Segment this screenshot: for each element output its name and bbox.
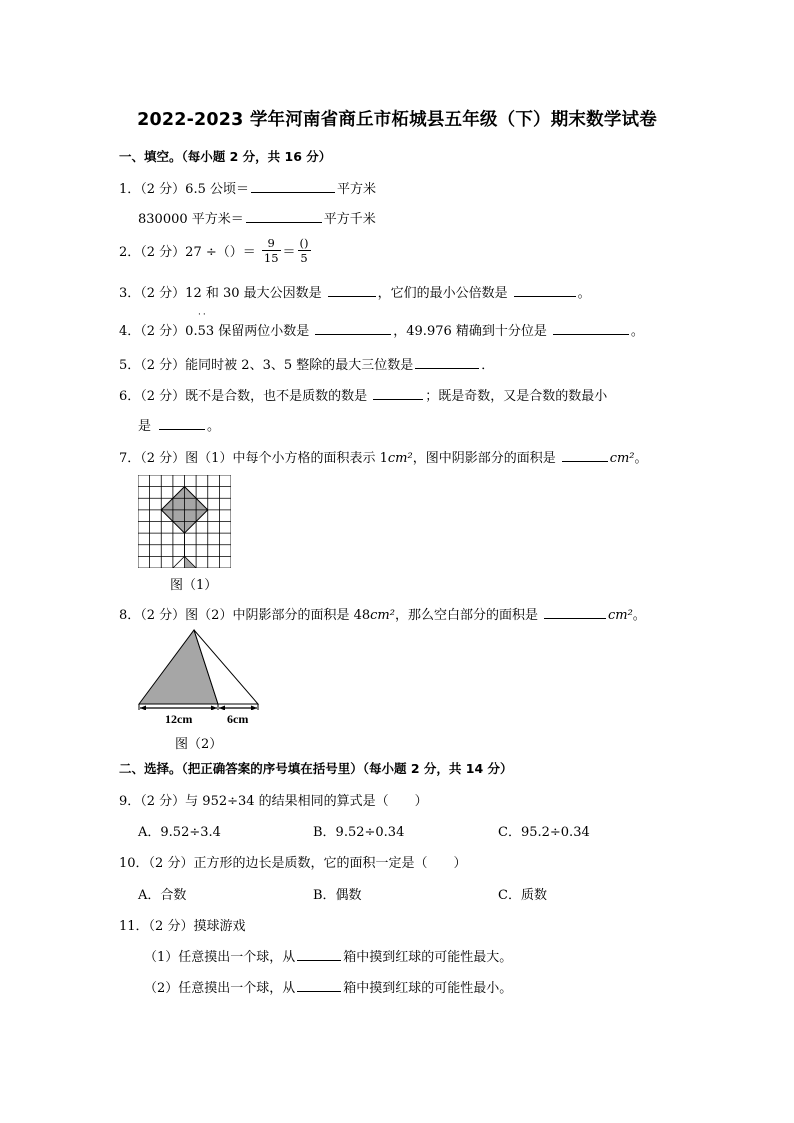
question-1: [119, 178, 376, 197]
q1-suffix: 平方米: [336, 182, 376, 197]
q7-middle: ，图中阴影部分的面积是: [412, 451, 556, 466]
question-8: [119, 604, 646, 623]
figure-2-caption: 图（2）: [175, 737, 223, 752]
q6-middle: ；既是奇数，又是合数的数最小: [425, 389, 608, 404]
question-6: [119, 385, 607, 404]
question-4: [119, 320, 644, 339]
q1-prefix: 1．（2 分）6.5 公顷＝: [119, 182, 249, 197]
q4-blank-2[interactable]: [553, 321, 629, 335]
q6-end: 。: [207, 419, 221, 434]
question-1-line2: [138, 208, 376, 227]
figure-2-triangle: [136, 628, 262, 710]
page-title: 2022-2023 学年河南省商丘市柘城县五年级（下）期末数学试卷: [137, 110, 657, 130]
q3-middle: ，它们的最小公倍数是: [377, 286, 508, 301]
q1-blank-2[interactable]: [246, 209, 322, 223]
question-2: [119, 236, 313, 265]
q11-blank-2[interactable]: [297, 978, 341, 992]
q7-end: 。: [634, 451, 648, 466]
q2-fraction-2[interactable]: $\frac{()}{5}$: [299, 236, 309, 265]
q8-unit-2: cm²: [607, 608, 633, 623]
section-2-heading: 二、选择。（把正确答案的序号填在括号里）（每小题 2 分，共 14 分）: [119, 761, 513, 776]
q8-middle: ，那么空白部分的面积是: [394, 608, 538, 623]
q11-sub1-suffix: 箱中摸到红球的可能性最大。: [343, 950, 513, 965]
section-1-heading: 一、填空。（每小题 2 分，共 16 分）: [119, 149, 332, 164]
question-5: [119, 354, 494, 373]
q9-option-b[interactable]: B．9.52÷0.34: [313, 825, 405, 840]
q5-blank[interactable]: [415, 355, 479, 369]
question-11-sub-2: [144, 977, 512, 996]
q9-option-c[interactable]: C．95.2÷0.34: [498, 825, 590, 840]
q3-blank-2[interactable]: [514, 283, 576, 297]
q7-prefix: 7．（2 分）图（1）中每个小方格的面积表示 1: [119, 451, 388, 466]
question-9: 9．（2 分）与 952÷34 的结果相同的算式是（ ）: [119, 794, 428, 809]
q11-sub2-prefix: （2）任意摸出一个球，从: [144, 981, 296, 996]
q10-option-b[interactable]: B．偶数: [313, 888, 362, 903]
q2-equals: ＝: [282, 245, 296, 260]
q7-unit: cm²: [387, 451, 413, 466]
q1-line2-prefix: 830000 平方米＝: [138, 212, 244, 227]
q1-blank[interactable]: [251, 179, 335, 193]
q2-prefix: 2．（2 分）27 ÷（）＝: [119, 245, 256, 260]
q11-sub1-prefix: （1）任意摸出一个球，从: [144, 950, 296, 965]
q6-prefix: 6．（2 分）既不是合数，也不是质数的数是: [119, 389, 368, 404]
q5-prefix: 5．（2 分）能同时被 2、3、5 整除的最大三位数是: [119, 358, 414, 373]
q3-prefix: 3．（2 分）12 和 30 最大公因数是: [119, 286, 322, 301]
question-11: 11．（2 分）摸球游戏: [119, 919, 246, 934]
q11-sub2-suffix: 箱中摸到红球的可能性最小。: [343, 981, 513, 996]
q8-unit: cm²: [370, 608, 395, 623]
q6-blank-1[interactable]: [373, 386, 423, 400]
q2-fraction-1: $\frac{9}{15}$: [263, 236, 279, 265]
q4-repeating-dots: ··: [198, 310, 208, 320]
figure-2-label-6cm: 6cm: [227, 712, 249, 726]
figure-2-label-12cm: 12cm: [165, 712, 193, 726]
question-3: [119, 282, 591, 301]
q4-middle: ，49.976 精确到十分位是: [393, 324, 547, 339]
question-11-sub-1: [144, 946, 512, 965]
question-10: 10．（2 分）正方形的边长是质数，它的面积一定是（ ）: [119, 856, 467, 871]
q7-unit-2: cm²: [609, 451, 635, 466]
q3-blank-1[interactable]: [328, 283, 376, 297]
q10-option-c[interactable]: C．质数: [498, 888, 547, 903]
question-7: [119, 447, 648, 466]
q8-end: 。: [632, 608, 646, 623]
q8-blank[interactable]: [544, 605, 606, 619]
q9-option-a[interactable]: A．9.52÷3.4: [138, 825, 221, 840]
figure-1-grid: [138, 475, 231, 568]
q1-line2-suffix: 平方千米: [323, 212, 376, 227]
question-6-line2: [138, 415, 220, 434]
q3-end: 。: [577, 286, 591, 301]
q10-option-a[interactable]: A．合数: [138, 888, 187, 903]
q11-blank-1[interactable]: [297, 947, 341, 961]
q8-prefix: 8．（2 分）图（2）中阴影部分的面积是 48: [119, 608, 371, 623]
q4-prefix: 4．（2 分）0.53 保留两位小数是: [119, 324, 310, 339]
q6-line2-prefix: 是: [138, 419, 152, 434]
q7-blank[interactable]: [562, 448, 608, 462]
figure-1-caption: 图（1）: [170, 578, 218, 593]
q6-blank-2[interactable]: [159, 416, 205, 430]
q5-end: ．: [481, 358, 495, 373]
q4-end: 。: [630, 324, 644, 339]
q4-blank-1[interactable]: [315, 321, 391, 335]
